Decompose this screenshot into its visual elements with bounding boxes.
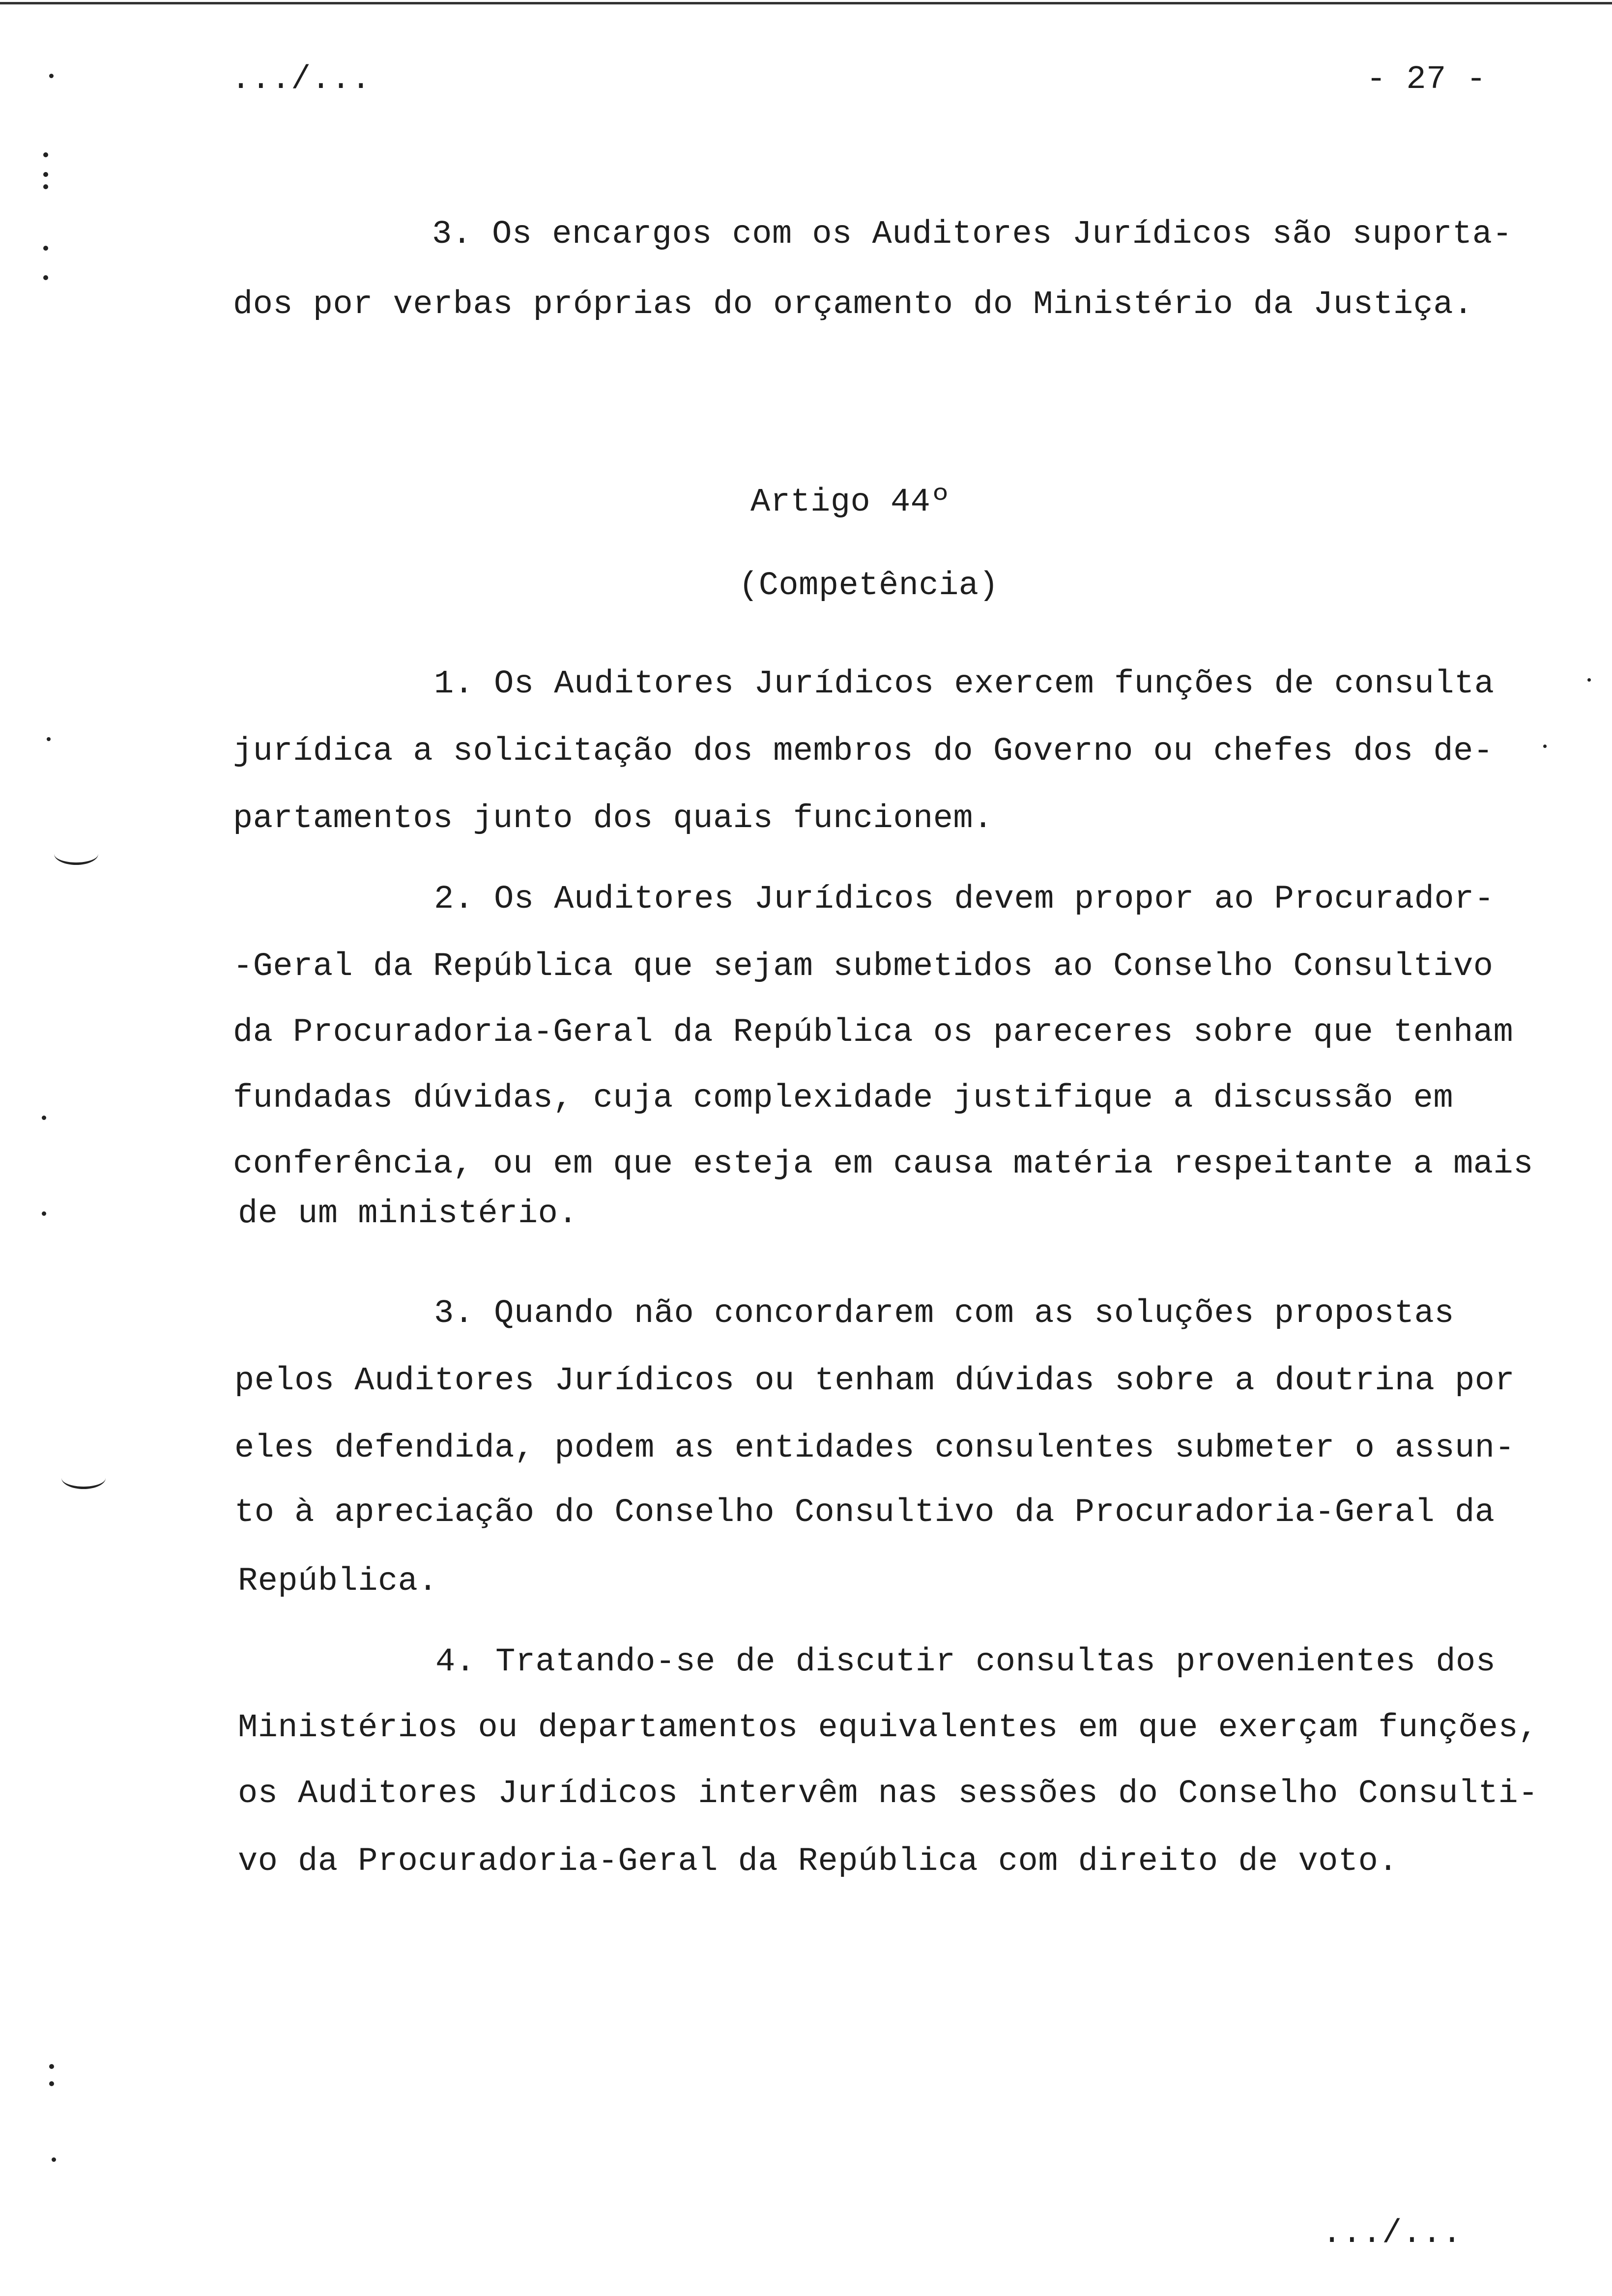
article-subtitle: (Competência) xyxy=(739,567,999,604)
header-continuation: .../... xyxy=(231,61,371,98)
scan-speck xyxy=(43,152,48,157)
scan-speck xyxy=(47,737,51,741)
paragraph-line: da Procuradoria-Geral da República os pareceres sobre que tenham xyxy=(233,1014,1514,1051)
paragraph-line: 2. Os Auditores Jurídicos devem propor ao Procurador- xyxy=(434,881,1495,918)
scan-speck xyxy=(1587,678,1591,682)
scan-speck xyxy=(43,184,48,189)
article-title: Artigo 44º xyxy=(750,484,951,521)
scan-speck xyxy=(52,2157,56,2162)
punch-mark xyxy=(54,843,98,865)
paragraph-line: os Auditores Jurídicos intervêm nas sessões do Conselho Consulti- xyxy=(238,1775,1538,1812)
paragraph-line: 3. Quando não concordarem com as soluções propostas xyxy=(434,1295,1455,1332)
paragraph-line: dos por verbas próprias do orçamento do Ministério da Justiça. xyxy=(233,286,1473,323)
footer-continuation: .../... xyxy=(1322,2215,1462,2252)
paragraph-line: 3. Os encargos com os Auditores Jurídicos são suporta- xyxy=(432,216,1513,253)
scan-speck xyxy=(42,1116,46,1120)
paragraph-line: eles defendida, podem as entidades consulentes submeter o assun- xyxy=(234,1430,1515,1467)
paragraph-line: 4. Tratando-se de discutir consultas provenientes dos xyxy=(435,1643,1496,1681)
paragraph-line: vo da Procuradoria-Geral da República com direito de voto. xyxy=(238,1843,1398,1880)
paragraph-line: jurídica a solicitação dos membros do Governo ou chefes dos de- xyxy=(233,733,1494,770)
paragraph-line: Ministérios ou departamentos equivalentes em que exerçam funções, xyxy=(238,1709,1538,1747)
paragraph-line: partamentos junto dos quais funcionem. xyxy=(233,800,993,837)
scan-speck xyxy=(1543,745,1547,748)
punch-mark xyxy=(61,1467,106,1489)
scan-speck xyxy=(43,172,48,177)
paragraph-line: to à apreciação do Conselho Consultivo da Procuradoria-Geral da xyxy=(234,1494,1495,1531)
page-number: - 27 - xyxy=(1366,61,1487,98)
paragraph-line: pelos Auditores Jurídicos ou tenham dúvidas sobre a doutrina por xyxy=(234,1362,1515,1400)
scan-speck xyxy=(43,275,48,280)
paragraph-line: 1. Os Auditores Jurídicos exercem funções de consulta xyxy=(434,665,1495,703)
scan-speck xyxy=(49,2064,54,2069)
paragraph-line: de um ministério. xyxy=(238,1195,578,1233)
paragraph-line: fundadas dúvidas, cuja complexidade justifique a discussão em xyxy=(233,1080,1454,1117)
paragraph-line: conferência, ou em que esteja em causa matéria respeitante a mais xyxy=(233,1146,1533,1183)
scan-speck xyxy=(43,246,48,251)
scan-speck xyxy=(49,74,54,78)
scan-speck xyxy=(49,2081,54,2086)
paragraph-line: -Geral da República que sejam submetidos ao Conselho Consultivo xyxy=(233,948,1494,985)
top-border-line xyxy=(0,2,1612,4)
scan-speck xyxy=(42,1211,46,1216)
paragraph-line: República. xyxy=(238,1563,438,1600)
